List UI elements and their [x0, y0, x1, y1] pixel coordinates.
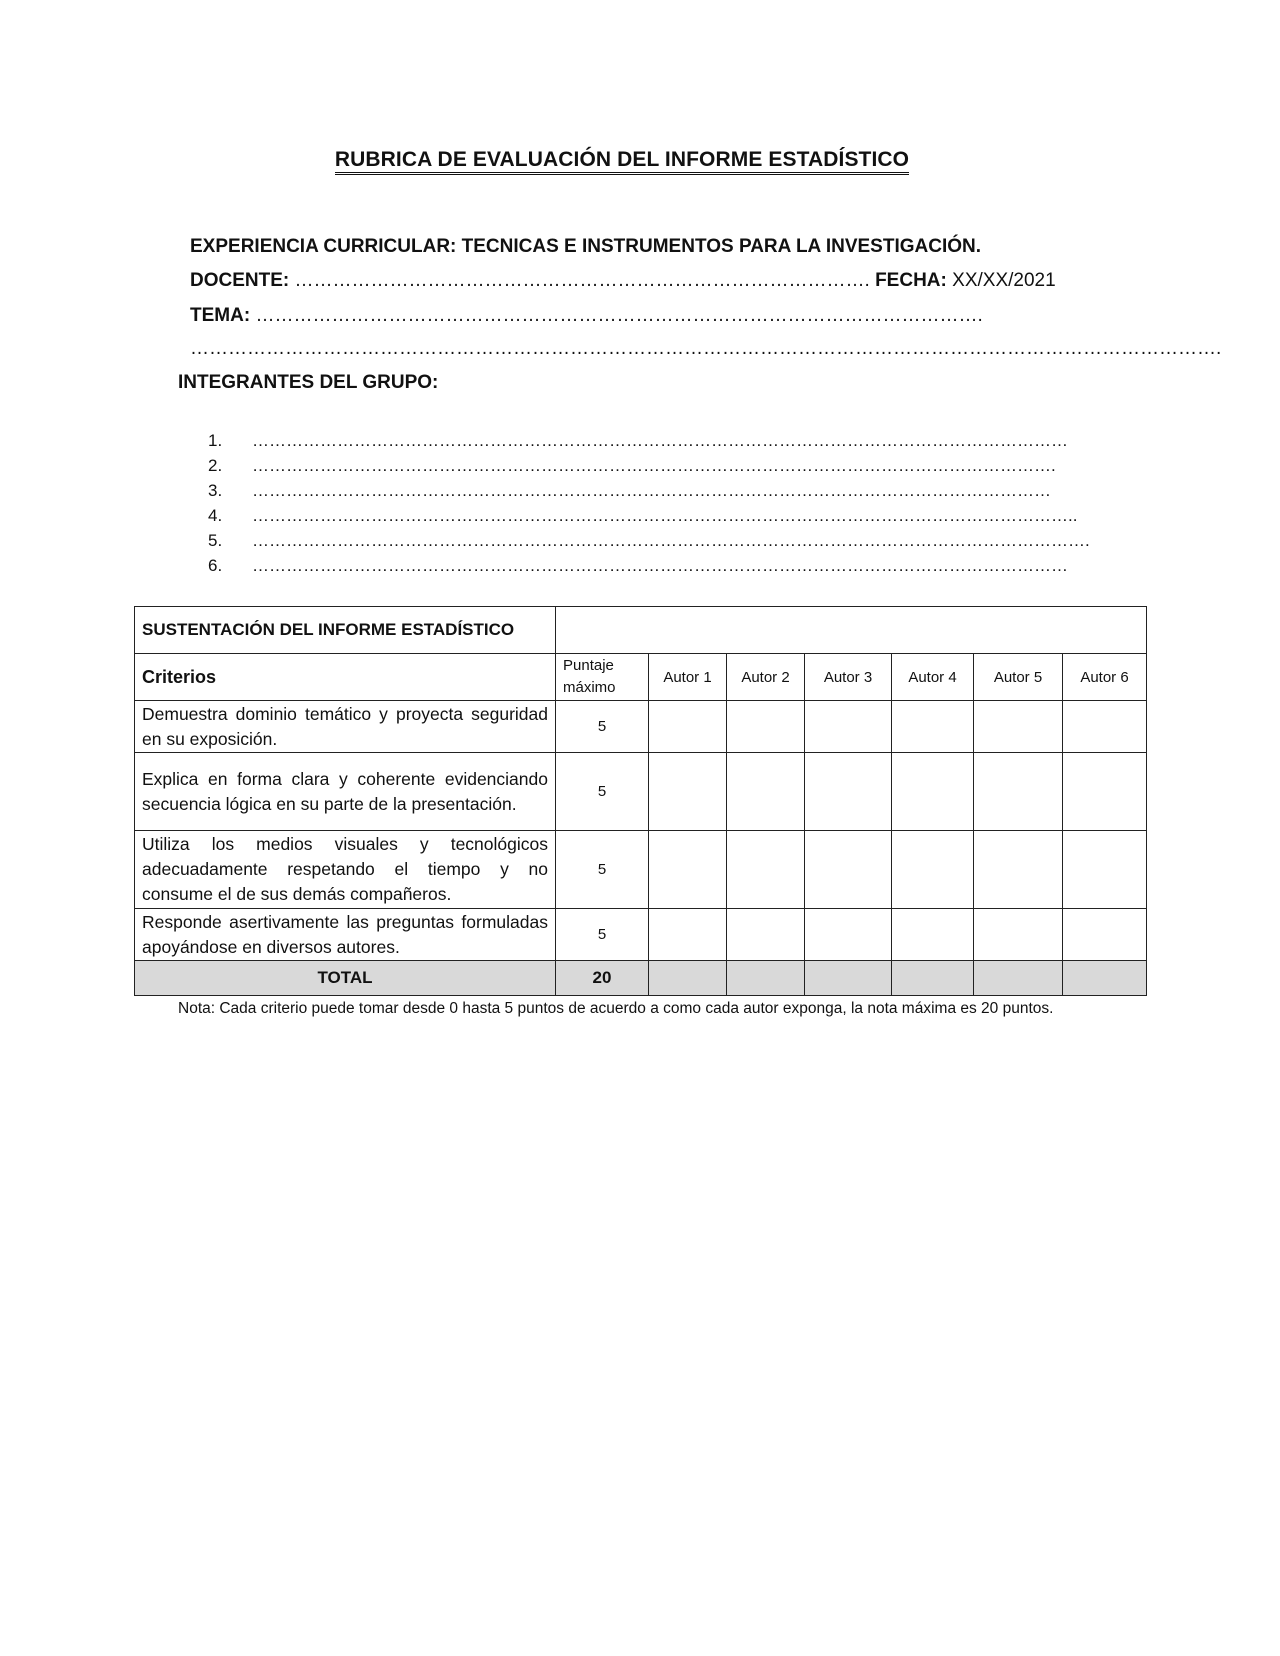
footnote: Nota: Cada criterio puede tomar desde 0 hasta 5 puntos de acuerdo a como cada autor exponga, la nota máxima es 20 puntos.: [178, 1000, 1054, 1017]
fecha-label: FECHA:: [875, 270, 947, 291]
score-input-cell[interactable]: [727, 831, 805, 909]
score-input-cell[interactable]: [649, 831, 727, 909]
score-input-cell[interactable]: [805, 909, 892, 961]
member-line: …………………………………………………………………………………………………………………………….: [252, 456, 1056, 475]
header-row: [135, 654, 1147, 701]
tema-line: [190, 305, 983, 327]
table-row: [135, 753, 1147, 831]
member-item: [208, 553, 1090, 578]
score-input-cell[interactable]: [892, 753, 974, 831]
member-number: 2.: [208, 456, 223, 475]
member-line: ………………………………………………………………………………………………………………………………: [252, 556, 1068, 575]
puntaje-cell: 5: [556, 753, 649, 831]
total-empty-cell: [805, 961, 892, 996]
section-title-empty-cell: [556, 607, 1147, 654]
puntaje-header: Puntaje máximo: [556, 654, 649, 701]
total-empty-cell: [1063, 961, 1147, 996]
score-input-cell[interactable]: [1063, 701, 1147, 753]
score-input-cell[interactable]: [805, 831, 892, 909]
autor-header: Autor 1: [649, 654, 727, 701]
score-input-cell[interactable]: [727, 753, 805, 831]
autor-header: Autor 3: [805, 654, 892, 701]
score-input-cell[interactable]: [1063, 831, 1147, 909]
experiencia-label: EXPERIENCIA CURRICULAR:: [190, 236, 457, 257]
member-line: ………………………………………………………………………………………………………………………………….: [252, 531, 1090, 550]
score-input-cell[interactable]: [1063, 753, 1147, 831]
score-input-cell[interactable]: [974, 753, 1063, 831]
autor-header: Autor 2: [727, 654, 805, 701]
criterio-cell: Demuestra dominio temático y proyecta seguridad en su exposición.: [135, 701, 556, 753]
member-number: 6.: [208, 556, 223, 575]
table-row: [135, 701, 1147, 753]
member-line: ………………………………………………………………………………………………………………………………: [252, 431, 1068, 450]
autor-header: Autor 4: [892, 654, 974, 701]
score-input-cell[interactable]: [1063, 909, 1147, 961]
docente-value: ……………………………………………………………………………….: [294, 270, 870, 291]
member-item: [208, 528, 1090, 553]
score-input-cell[interactable]: [727, 701, 805, 753]
tema-label: TEMA:: [190, 305, 251, 326]
total-empty-cell: [892, 961, 974, 996]
docente-label: DOCENTE:: [190, 270, 290, 291]
score-input-cell[interactable]: [892, 831, 974, 909]
member-item: [208, 503, 1090, 528]
fecha-value: XX/XX/2021: [952, 270, 1056, 291]
total-label: TOTAL: [135, 961, 556, 996]
autor-header: Autor 6: [1063, 654, 1147, 701]
score-input-cell[interactable]: [974, 701, 1063, 753]
member-item: [208, 428, 1090, 453]
tema-continuation: ……………………………………………………………………………………………………………………………………………….: [190, 338, 1222, 359]
member-number: 4.: [208, 506, 223, 525]
rubric-table: [134, 606, 1147, 996]
puntaje-cell: 5: [556, 701, 649, 753]
puntaje-cell: 5: [556, 831, 649, 909]
criterios-header: Criterios: [135, 654, 556, 701]
members-list: [208, 428, 1090, 578]
table-row: [135, 909, 1147, 961]
criterio-cell: Explica en forma clara y coherente evidenciando secuencia lógica en su parte de la presentación.: [135, 753, 556, 831]
puntaje-cell: 5: [556, 909, 649, 961]
experiencia-line: [190, 236, 981, 258]
autor-header: Autor 5: [974, 654, 1063, 701]
integrantes-label: INTEGRANTES DEL GRUPO:: [178, 372, 439, 393]
score-input-cell[interactable]: [974, 831, 1063, 909]
criterio-cell: Utiliza los medios visuales y tecnológicos adecuadamente respetando el tiempo y no consume el de sus demás compañeros.: [135, 831, 556, 909]
member-item: [208, 453, 1090, 478]
tema-value: …………………………………………………………………………………………………….: [255, 305, 983, 326]
member-line: ………………………………………………………………………………………………………………………………..: [252, 506, 1078, 525]
member-item: [208, 478, 1090, 503]
score-input-cell[interactable]: [974, 909, 1063, 961]
total-empty-cell: [649, 961, 727, 996]
score-input-cell[interactable]: [649, 701, 727, 753]
score-input-cell[interactable]: [805, 753, 892, 831]
member-number: 3.: [208, 481, 223, 500]
member-number: 1.: [208, 431, 223, 450]
table-row: [135, 831, 1147, 909]
score-input-cell[interactable]: [892, 701, 974, 753]
tema-continuation-line: [190, 338, 1221, 360]
total-empty-cell: [727, 961, 805, 996]
score-input-cell[interactable]: [727, 909, 805, 961]
score-input-cell[interactable]: [892, 909, 974, 961]
member-line: ……………………………………………………………………………………………………………………………: [252, 481, 1051, 500]
experiencia-value: TECNICAS E INSTRUMENTOS PARA LA INVESTIGACIÓN.: [461, 236, 982, 257]
total-empty-cell: [974, 961, 1063, 996]
section-title: SUSTENTACIÓN DEL INFORME ESTADÍSTICO: [135, 607, 556, 654]
document-title-text: RUBRICA DE EVALUACIÓN DEL INFORME ESTADÍSTICO: [335, 148, 909, 175]
member-number: 5.: [208, 531, 223, 550]
document-title: [0, 148, 1244, 172]
score-input-cell[interactable]: [805, 701, 892, 753]
total-value: 20: [556, 961, 649, 996]
section-title-row: [135, 607, 1147, 654]
total-row: [135, 961, 1147, 996]
criterio-cell: Responde asertivamente las preguntas formuladas apoyándose en diversos autores.: [135, 909, 556, 961]
score-input-cell[interactable]: [649, 909, 727, 961]
score-input-cell[interactable]: [649, 753, 727, 831]
docente-line: [190, 270, 1056, 292]
